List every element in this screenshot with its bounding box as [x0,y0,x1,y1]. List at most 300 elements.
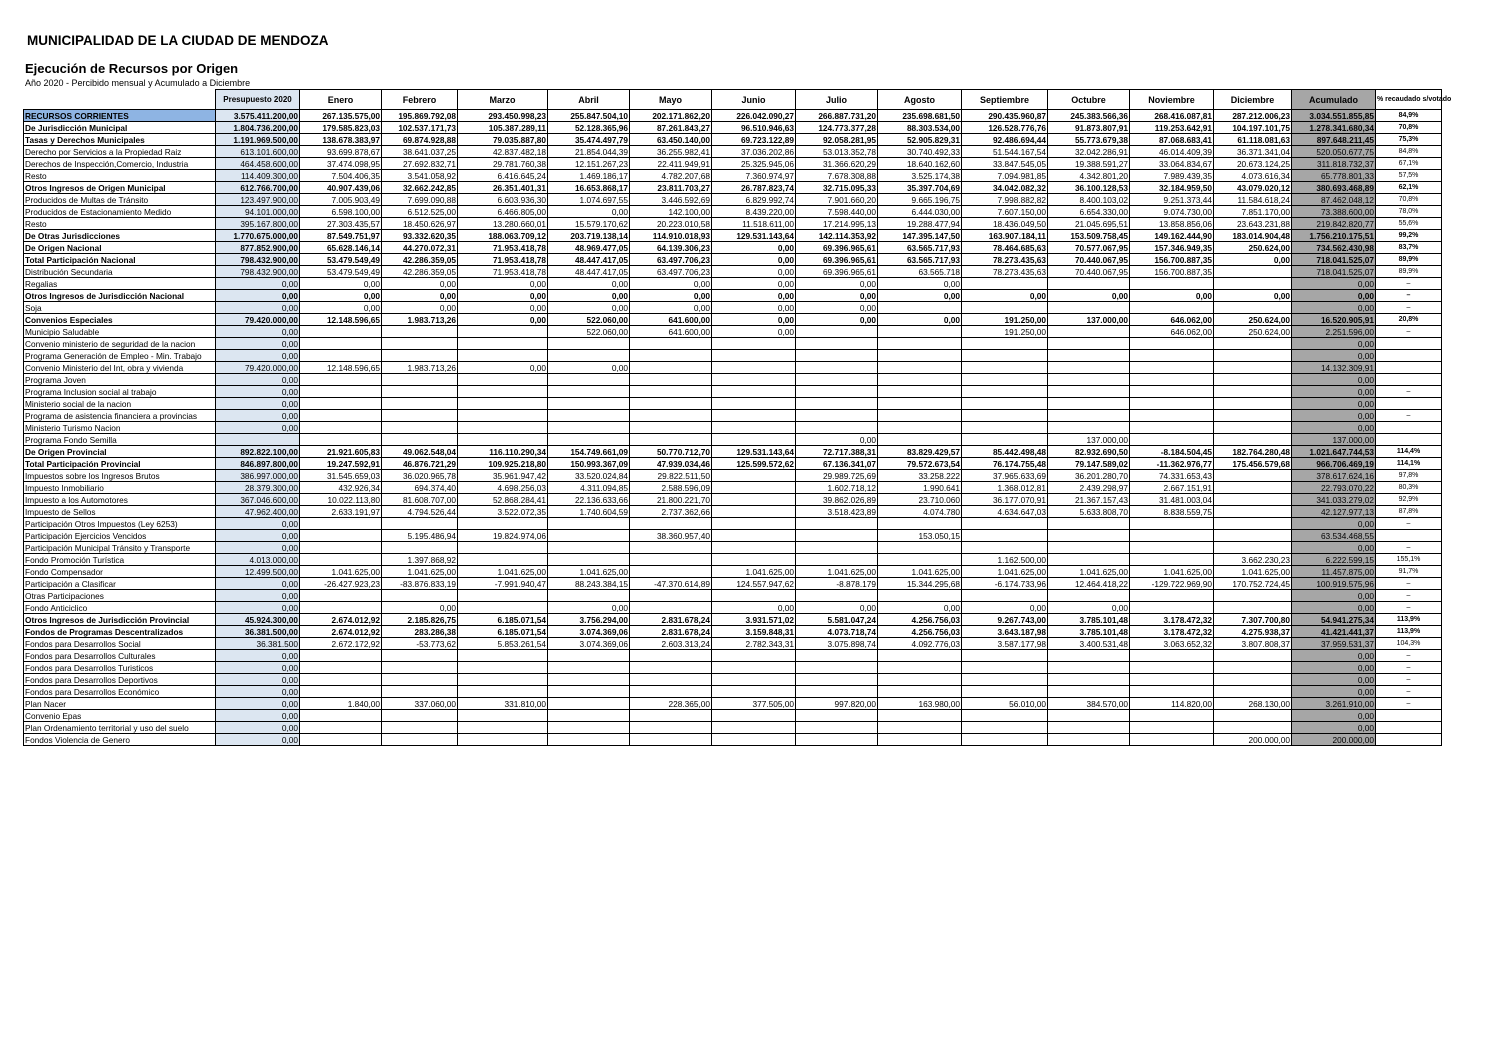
dec-cell: 183.014.904,48 [1214,230,1292,242]
apr-cell: 1.740.604,59 [548,506,630,518]
apr-cell: 3.756.294,00 [548,614,630,626]
sep-cell: 33.847.545,05 [962,158,1048,170]
accumulated-cell: 200.000,00 [1292,734,1376,746]
mar-cell: 79.035.887,80 [458,134,548,146]
row-label: Participación Municipal Tránsito y Transporte [24,542,216,554]
accumulated-cell: 54.941.275,34 [1292,614,1376,626]
row-label: Convenio Ministerio del Int, obra y vivienda [24,362,216,374]
dec-cell [1214,482,1292,494]
mar-cell [458,602,548,614]
feb-cell [382,686,458,698]
oct-cell: 55.773.679,38 [1048,134,1130,146]
may-cell: 50.770.712,70 [630,446,712,458]
mar-cell [458,434,548,446]
aug-cell: 9.665.196,75 [878,194,962,206]
oct-cell: 384.570,00 [1048,698,1130,710]
aug-cell: 4.074.780 [878,506,962,518]
aug-cell [878,350,962,362]
dec-cell [1214,710,1292,722]
jun-cell: 0,00 [712,266,796,278]
sep-cell [962,362,1048,374]
accumulated-cell: 11.457.875,00 [1292,566,1376,578]
budget-cell: 0,00 [216,602,300,614]
may-cell [630,422,712,434]
accumulated-cell: 22.793.070,22 [1292,482,1376,494]
oct-cell [1048,326,1130,338]
mar-cell: 35.961.947,42 [458,470,548,482]
jan-cell [300,710,382,722]
oct-cell [1048,302,1130,314]
col-header-jun: Junio [712,90,796,110]
jul-cell: 7.678.308,88 [796,170,878,182]
jul-cell: 1.041.625,00 [796,566,878,578]
budget-cell [216,434,300,446]
pct-cell: – [1376,674,1442,686]
table-row [24,290,1442,302]
row-label: Convenios Especiales [24,314,216,326]
may-cell [630,398,712,410]
may-cell: 0,00 [630,290,712,302]
dec-cell: 170.752.724,45 [1214,578,1292,590]
may-cell: 21.800.221,70 [630,494,712,506]
apr-cell [548,350,630,362]
feb-cell [382,410,458,422]
nov-cell: 3.178.472,32 [1130,614,1214,626]
jan-cell [300,722,382,734]
col-header-feb: Febrero [382,90,458,110]
jun-cell: 0,00 [712,302,796,314]
table-row [24,230,1442,242]
sep-cell: 1.162.500,00 [962,554,1048,566]
aug-cell: 63.565.718 [878,266,962,278]
budget-cell: 0,00 [216,302,300,314]
mar-cell: 6.185.071,54 [458,614,548,626]
apr-cell [548,398,630,410]
apr-cell: 16.653.868,17 [548,182,630,194]
budget-cell: 386.997.000,00 [216,470,300,482]
jul-cell [796,542,878,554]
pct-cell [1376,434,1442,446]
jan-cell [300,674,382,686]
jul-cell [796,410,878,422]
dec-cell: 7.307.700,80 [1214,614,1292,626]
pct-cell: 155,1% [1376,554,1442,566]
budget-cell: 123.497.900,00 [216,194,300,206]
aug-cell: 79.572.673,54 [878,458,962,470]
pct-cell: – [1376,698,1442,710]
table-row [24,602,1442,614]
sep-cell: 9.267.743,00 [962,614,1048,626]
budget-cell: 798.432.900,00 [216,254,300,266]
pct-cell: – [1376,290,1442,302]
aug-cell: 147.395.147,50 [878,230,962,242]
aug-cell: 83.829.429,57 [878,446,962,458]
apr-cell: 33.520.024,84 [548,470,630,482]
table-row [24,170,1442,182]
jan-cell: 1.840,00 [300,698,382,710]
row-label: Participación Otros Impuestos (Ley 6253) [24,518,216,530]
apr-cell: 1.074.697,55 [548,194,630,206]
may-cell [630,338,712,350]
pct-cell: – [1376,650,1442,662]
sep-cell: 36.177.070,91 [962,494,1048,506]
may-cell: 64.139.306,23 [630,242,712,254]
budget-cell: 0,00 [216,374,300,386]
nov-cell: 3.063.652,32 [1130,638,1214,650]
accumulated-cell: 3.034.551.855,85 [1292,110,1376,122]
feb-cell [382,386,458,398]
sep-cell [962,302,1048,314]
budget-cell: 0,00 [216,326,300,338]
feb-cell: 337.060,00 [382,698,458,710]
col-header-concept [24,90,216,110]
apr-cell: 22.136.633,66 [548,494,630,506]
budget-cell: 47.962.400,00 [216,506,300,518]
sep-cell [962,350,1048,362]
feb-cell: 0,00 [382,602,458,614]
col-header-apr: Abril [548,90,630,110]
jun-cell [712,590,796,602]
dec-cell [1214,350,1292,362]
report-subtitle: Ejecución de Recursos por Origen [25,61,239,76]
may-cell [630,710,712,722]
pct-cell: 67,1% [1376,158,1442,170]
pct-cell: 113,9% [1376,614,1442,626]
apr-cell [548,686,630,698]
oct-cell: 12.464.418,22 [1048,578,1130,590]
budget-cell: 94.101.000,00 [216,206,300,218]
accumulated-cell: 0,00 [1292,290,1376,302]
mar-cell [458,710,548,722]
feb-cell [382,374,458,386]
row-label: Participación Ejercicios Vencidos [24,530,216,542]
table-row [24,446,1442,458]
budget-cell: 0,00 [216,698,300,710]
nov-cell: 0,00 [1130,290,1214,302]
may-cell: 0,00 [630,302,712,314]
apr-cell [548,434,630,446]
oct-cell [1048,590,1130,602]
accumulated-cell: 0,00 [1292,278,1376,290]
feb-cell: 81.608.707,00 [382,494,458,506]
apr-cell [548,554,630,566]
aug-cell: 63.565.717,93 [878,254,962,266]
accumulated-cell: 0,00 [1292,710,1376,722]
apr-cell: 88.243.384,15 [548,578,630,590]
jun-cell: 6.829.992,74 [712,194,796,206]
row-label: Tasas y Derechos Municipales [24,134,216,146]
table-row [24,710,1442,722]
jun-cell: 0,00 [712,254,796,266]
jun-cell: 26.787.823,74 [712,182,796,194]
jan-cell: 27.303.435,57 [300,218,382,230]
nov-cell: 268.416.087,81 [1130,110,1214,122]
may-cell [630,362,712,374]
accumulated-cell: 0,00 [1292,422,1376,434]
dec-cell: 61.118.081,63 [1214,134,1292,146]
feb-cell: 195.869.792,08 [382,110,458,122]
accumulated-cell: 42.127.977,13 [1292,506,1376,518]
row-label: De Otras Jurisdicciones [24,230,216,242]
row-label: Distribución Secundaria [24,266,216,278]
jul-cell [796,674,878,686]
oct-cell: 0,00 [1048,290,1130,302]
jun-cell [712,650,796,662]
budget-cell: 395.167.800,00 [216,218,300,230]
jul-cell [796,710,878,722]
apr-cell [548,422,630,434]
mar-cell: 1.041.625,00 [458,566,548,578]
dec-cell [1214,674,1292,686]
budget-cell: 0,00 [216,674,300,686]
jun-cell: 1.041.625,00 [712,566,796,578]
aug-cell [878,410,962,422]
oct-cell [1048,398,1130,410]
nov-cell: 156.700.887,35 [1130,266,1214,278]
oct-cell [1048,410,1130,422]
nov-cell [1130,338,1214,350]
nov-cell [1130,686,1214,698]
jan-cell: 7.005.903,49 [300,194,382,206]
may-cell: 228.365,00 [630,698,712,710]
mar-cell [458,398,548,410]
may-cell: 3.446.592,69 [630,194,712,206]
sep-cell: 37.965.633,69 [962,470,1048,482]
budget-cell: 79.420.000,00 [216,362,300,374]
jul-cell [796,386,878,398]
feb-cell [382,350,458,362]
feb-cell: 32.662.242,85 [382,182,458,194]
jan-cell: 53.479.549,49 [300,254,382,266]
pct-cell: 89,9% [1376,266,1442,278]
oct-cell: 3.785.101,48 [1048,614,1130,626]
pct-cell: 84,9% [1376,110,1442,122]
jun-cell: 129.531.143,64 [712,446,796,458]
accumulated-cell: 87.462.048,12 [1292,194,1376,206]
feb-cell: 1.397.868,92 [382,554,458,566]
may-cell: 87.261.843,27 [630,122,712,134]
jun-cell [712,494,796,506]
may-cell: 63.450.140,00 [630,134,712,146]
accumulated-cell: 41.421.441,37 [1292,626,1376,638]
pct-cell: 87,8% [1376,506,1442,518]
feb-cell: -53.773,62 [382,638,458,650]
may-cell: 4.782.207,68 [630,170,712,182]
row-label: Fondos para Desarrollos Social [24,638,216,650]
aug-cell: 153.050,15 [878,530,962,542]
aug-cell [878,590,962,602]
table-row [24,590,1442,602]
may-cell [630,590,712,602]
mar-cell [458,686,548,698]
table-row [24,650,1442,662]
nov-cell: 114.820,00 [1130,698,1214,710]
aug-cell: 235.698.681,50 [878,110,962,122]
oct-cell [1048,518,1130,530]
apr-cell [548,542,630,554]
apr-cell: 1.469.186,17 [548,170,630,182]
oct-cell [1048,686,1130,698]
oct-cell: 3.400.531,48 [1048,638,1130,650]
dec-cell [1214,278,1292,290]
pct-cell: 75,3% [1376,134,1442,146]
feb-cell: 0,00 [382,290,458,302]
col-header-dec: Diciembre [1214,90,1292,110]
jan-cell [300,374,382,386]
may-cell [630,542,712,554]
pct-cell [1376,374,1442,386]
jun-cell [712,410,796,422]
budget-cell: 114.409.300,00 [216,170,300,182]
feb-cell [382,674,458,686]
mar-cell: 0,00 [458,290,548,302]
pct-cell: – [1376,410,1442,422]
budget-cell: 1.804.736.200,00 [216,122,300,134]
aug-cell: 1.041.625,00 [878,566,962,578]
accumulated-cell: 0,00 [1292,350,1376,362]
aug-cell [878,422,962,434]
nov-cell: 8.838.559,75 [1130,506,1214,518]
may-cell: 63.497.706,23 [630,266,712,278]
jun-cell: 96.510.946,63 [712,122,796,134]
budget-cell: 0,00 [216,290,300,302]
table-row [24,434,1442,446]
dec-cell: 268.130,00 [1214,698,1292,710]
jul-cell [796,554,878,566]
nov-cell: 3.178.472,32 [1130,626,1214,638]
accumulated-cell: 0,00 [1292,722,1376,734]
apr-cell [548,650,630,662]
oct-cell [1048,674,1130,686]
oct-cell [1048,278,1130,290]
row-label: Regalias [24,278,216,290]
jan-cell: 19.247.592,91 [300,458,382,470]
jun-cell: 377.505,00 [712,698,796,710]
oct-cell [1048,662,1130,674]
oct-cell: 79.147.589,02 [1048,458,1130,470]
pct-cell [1376,722,1442,734]
table-header-row [24,90,1442,110]
dec-cell [1214,530,1292,542]
sep-cell [962,386,1048,398]
nov-cell [1130,602,1214,614]
oct-cell: 70.440.067,95 [1048,266,1130,278]
row-label: Resto [24,170,216,182]
feb-cell [382,650,458,662]
oct-cell: 8.400.103,02 [1048,194,1130,206]
apr-cell: 0,00 [548,278,630,290]
pct-cell [1376,422,1442,434]
row-label: RECURSOS CORRIENTES [24,110,216,122]
jan-cell [300,602,382,614]
budget-cell: 892.822.100,00 [216,446,300,458]
mar-cell [458,374,548,386]
mar-cell: 331.810,00 [458,698,548,710]
jun-cell [712,518,796,530]
table-row [24,578,1442,590]
row-label: Impuestos sobre los Ingresos Brutos [24,470,216,482]
feb-cell [382,422,458,434]
sep-cell: 76.174.755,48 [962,458,1048,470]
table-row [24,314,1442,326]
jan-cell: 0,00 [300,302,382,314]
feb-cell [382,590,458,602]
aug-cell [878,674,962,686]
table-row [24,182,1442,194]
accumulated-cell: 0,00 [1292,650,1376,662]
nov-cell [1130,590,1214,602]
jan-cell: 65.628.146,14 [300,242,382,254]
oct-cell [1048,734,1130,746]
jun-cell: 3.159.848,31 [712,626,796,638]
feb-cell: 18.450.626,97 [382,218,458,230]
accumulated-cell: 311.818.732,37 [1292,158,1376,170]
feb-cell: 46.876.721,29 [382,458,458,470]
oct-cell [1048,710,1130,722]
may-cell: 2.588.596,09 [630,482,712,494]
row-label: Programa de asistencia financiera a provincias [24,410,216,422]
sep-cell [962,686,1048,698]
table-row [24,674,1442,686]
pct-cell: – [1376,518,1442,530]
sep-cell [962,410,1048,422]
mar-cell [458,674,548,686]
table-row [24,734,1442,746]
jul-cell: 72.717.388,31 [796,446,878,458]
sep-cell: 56.010,00 [962,698,1048,710]
jul-cell: 3.518.423,89 [796,506,878,518]
mar-cell: 52.868.284,41 [458,494,548,506]
accumulated-cell: 718.041.525,07 [1292,266,1376,278]
mar-cell: 293.450.998,23 [458,110,548,122]
jan-cell [300,590,382,602]
pct-cell: 84,8% [1376,146,1442,158]
jul-cell: 0,00 [796,278,878,290]
aug-cell: 19.288.477,94 [878,218,962,230]
jan-cell: 432.926,34 [300,482,382,494]
resources-table [23,89,1452,746]
may-cell: 38.360.957,40 [630,530,712,542]
table-row [24,194,1442,206]
feb-cell: 1.983.713,26 [382,362,458,374]
jan-cell: 93.699.878,67 [300,146,382,158]
apr-cell: 203.719.138,14 [548,230,630,242]
accumulated-cell: 219.842.820,77 [1292,218,1376,230]
mar-cell: 13.280.660,01 [458,218,548,230]
mar-cell: 3.522.072,35 [458,506,548,518]
aug-cell [878,302,962,314]
apr-cell: 21.854.044,39 [548,146,630,158]
jul-cell: 0,00 [796,434,878,446]
feb-cell: 4.794.526,44 [382,506,458,518]
sep-cell: 85.442.498,48 [962,446,1048,458]
sep-cell: 1.041.625,00 [962,566,1048,578]
budget-cell: 0,00 [216,422,300,434]
nov-cell [1130,374,1214,386]
jul-cell: 53.013.352,78 [796,146,878,158]
pct-cell: 62,1% [1376,182,1442,194]
oct-cell [1048,362,1130,374]
may-cell: 2.831.678,24 [630,614,712,626]
oct-cell: 36.100.128,53 [1048,182,1130,194]
aug-cell: 63.565.717,93 [878,242,962,254]
row-label: Convenio Epas [24,710,216,722]
nov-cell: 9.074.730,00 [1130,206,1214,218]
feb-cell: -83.876.833,19 [382,578,458,590]
apr-cell [548,710,630,722]
dec-cell: 287.212.006,23 [1214,110,1292,122]
dec-cell: 0,00 [1214,290,1292,302]
